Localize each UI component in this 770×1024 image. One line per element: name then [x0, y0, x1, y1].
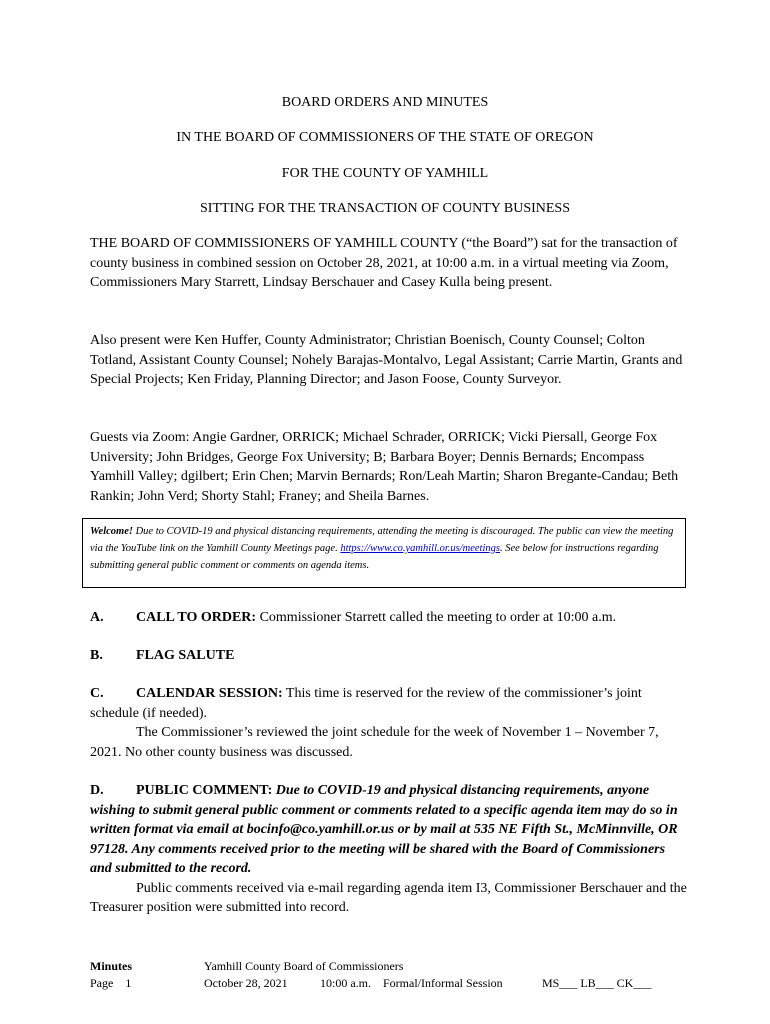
footer-initials: MS___ LB___ CK___: [542, 976, 652, 990]
section-letter: C.: [90, 686, 104, 701]
section-text: Commissioner Starrett called the meeting to order at 10:00 a.m.: [256, 610, 617, 625]
footer-left: [90, 958, 132, 992]
section-title: FLAG SALUTE: [136, 648, 235, 663]
intro-paragraph: THE BOARD OF COMMISSIONERS OF YAMHILL COUNTY (“the Board”) sat for the transaction of county business in combined session on October 28, 2021, at 10:00 a.m. in a virtual meeting via Zoom, Commissioners Mary Starrett, Lindsay Berschauer and Casey Kulla being present.: [90, 236, 678, 290]
section-body: Public comments received via e-mail regarding agenda item I3, Commissioner Berschauer and the Treasurer position were submitted into record.: [90, 880, 687, 915]
section-title: CALL TO ORDER:: [136, 610, 257, 625]
section-c: [90, 684, 690, 762]
footer-page-label: Page: [90, 976, 114, 990]
footer-time: 10:00 a.m.: [320, 976, 371, 990]
guests-paragraph: Guests via Zoom: Angie Gardner, ORRICK; Michael Schrader, ORRICK; Vicki Piersall, George Fox University; John Bridges, George Fox University; B; Barbara Boyer; Dennis Bernards; Encompass Yamhill Valley; dgilbert; Erin Chen; Marvin Bernards; Ron/Leah Martin; Sharon Bregante-Candau; Beth Rankin; John Verd; Shorty Stahl; Franey; and Sheila Barnes.: [90, 430, 679, 504]
footer-date: October 28, 2021: [204, 976, 288, 990]
section-body: The Commissioner’s reviewed the joint schedule for the week of November 1 – November 7, 2021. No other county business was discussed.: [90, 725, 659, 760]
footer-org: Yamhill County Board of Commissioners: [204, 959, 404, 973]
footer-page-number: 1: [125, 976, 132, 990]
section-italic-text: Due to COVID-19 and physical distancing requirements, anyone wishing to submit general public comment or comments related to a specific agenda item may do so in written format via email at bocinfo@co.yamhill.or.us or by mail at 535 NE Fifth St., McMinnville, OR 97128. Any comments received prior to the meeting will be shared with the Board of Commissioners and submitted to the record.: [90, 783, 678, 876]
notice-text-2: . See below for instructions regarding submitting general public comment or comments on agenda items.: [90, 543, 659, 571]
section-b: [90, 646, 690, 666]
present-paragraph: Also present were Ken Huffer, County Administrator; Christian Boenisch, County Counsel; Colton Totland, Assistant County Counsel; Nohely Barajas-Montalvo, Legal Assistant; Carrie Martin, Grants and Special Projects; Ken Friday, Planning Director; and Jason Foose, County Surveyor.: [90, 333, 683, 387]
section-text: This time is reserved for the review of the commissioner’s joint schedule (if needed).: [90, 686, 642, 721]
footer-session: Formal/Informal Session: [383, 976, 503, 990]
section-letter: B.: [90, 648, 103, 663]
header-title: BOARD ORDERS AND MINUTES: [281, 95, 489, 110]
section-letter: A.: [90, 610, 104, 625]
section-a: [90, 608, 690, 628]
header-business-line: SITTING FOR THE TRANSACTION OF COUNTY BUSINESS: [200, 201, 570, 216]
header-county-line: FOR THE COUNTY OF YAMHILL: [281, 166, 489, 181]
notice-text: Due to COVID-19 and physical distancing requirements, attending the meeting is discouraged. The public can view the meeting via the YouTube link on the Yamhill County Meetings page.: [90, 526, 674, 554]
footer-minutes-label: Minutes: [90, 959, 132, 973]
section-d: [90, 781, 690, 918]
meetings-link[interactable]: https://www.co.yamhill.or.us/meetings: [340, 543, 500, 554]
section-title: CALENDAR SESSION:: [136, 686, 283, 701]
header-board-line: IN THE BOARD OF COMMISSIONERS OF THE STATE OF OREGON: [176, 130, 594, 145]
section-title: PUBLIC COMMENT:: [136, 783, 273, 798]
welcome-label: Welcome!: [90, 526, 133, 537]
section-letter: D.: [90, 783, 104, 798]
welcome-notice-box: [82, 518, 686, 588]
